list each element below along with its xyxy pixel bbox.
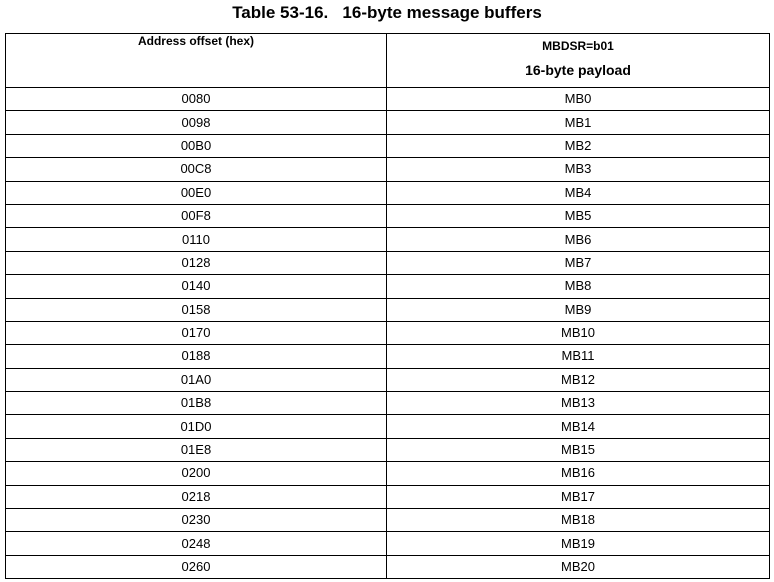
address-offset-cell: 00B0 — [6, 134, 387, 157]
message-buffer-cell: MB1 — [387, 111, 770, 134]
address-offset-cell: 0128 — [6, 251, 387, 274]
message-buffer-cell: MB17 — [387, 485, 770, 508]
table-row — [6, 158, 770, 181]
address-offset-cell: 0098 — [6, 111, 387, 134]
table-row — [6, 392, 770, 415]
table-row — [6, 275, 770, 298]
message-buffer-cell: MB0 — [387, 88, 770, 111]
address-offset-cell: 01E8 — [6, 438, 387, 461]
address-offset-cell: 00E0 — [6, 181, 387, 204]
message-buffer-cell: MB7 — [387, 251, 770, 274]
message-buffer-cell: MB13 — [387, 392, 770, 415]
address-offset-cell: 01B8 — [6, 392, 387, 415]
message-buffer-cell: MB11 — [387, 345, 770, 368]
address-offset-cell: 0140 — [6, 275, 387, 298]
message-buffer-cell: MB14 — [387, 415, 770, 438]
address-offset-cell: 0218 — [6, 485, 387, 508]
message-buffer-cell: MB15 — [387, 438, 770, 461]
message-buffer-cell: MB4 — [387, 181, 770, 204]
address-offset-cell: 0170 — [6, 321, 387, 344]
message-buffer-cell: MB10 — [387, 321, 770, 344]
message-buffer-cell: MB12 — [387, 368, 770, 391]
message-buffer-table — [5, 33, 770, 579]
message-buffer-cell: MB18 — [387, 509, 770, 532]
table-row — [6, 555, 770, 578]
table-row — [6, 181, 770, 204]
address-offset-cell: 0080 — [6, 88, 387, 111]
message-buffer-cell: MB2 — [387, 134, 770, 157]
address-offset-cell: 0188 — [6, 345, 387, 368]
message-buffer-cell: MB16 — [387, 462, 770, 485]
table-row — [6, 321, 770, 344]
table-row — [6, 438, 770, 461]
message-buffer-cell: MB3 — [387, 158, 770, 181]
payload-subheader: 16-byte payload — [525, 62, 631, 78]
address-offset-cell: 01D0 — [6, 415, 387, 438]
address-offset-cell: 0200 — [6, 462, 387, 485]
message-buffer-cell: MB19 — [387, 532, 770, 555]
table-header-row — [6, 34, 770, 88]
table-row — [6, 368, 770, 391]
table-row — [6, 251, 770, 274]
address-offset-cell: 00F8 — [6, 204, 387, 227]
address-offset-cell: 0230 — [6, 509, 387, 532]
table-row — [6, 485, 770, 508]
table-row — [6, 88, 770, 111]
address-offset-cell: 0260 — [6, 555, 387, 578]
table-row — [6, 111, 770, 134]
table-body — [6, 88, 770, 579]
table-row — [6, 345, 770, 368]
address-offset-cell: 0158 — [6, 298, 387, 321]
message-buffer-cell: MB8 — [387, 275, 770, 298]
table-row — [6, 298, 770, 321]
address-offset-header: Address offset (hex) — [6, 34, 387, 88]
table-row — [6, 462, 770, 485]
address-offset-cell: 0248 — [6, 532, 387, 555]
table-row — [6, 134, 770, 157]
message-buffer-cell: MB9 — [387, 298, 770, 321]
message-buffer-cell: MB6 — [387, 228, 770, 251]
table-caption: Table 53-16. 16-byte message buffers — [232, 3, 542, 22]
address-offset-cell: 0110 — [6, 228, 387, 251]
table-row — [6, 532, 770, 555]
message-buffer-cell: MB20 — [387, 555, 770, 578]
table-row — [6, 228, 770, 251]
table-row — [6, 204, 770, 227]
message-buffer-cell: MB5 — [387, 204, 770, 227]
mbdsr-header — [387, 34, 770, 88]
address-offset-cell: 00C8 — [6, 158, 387, 181]
table-row — [6, 415, 770, 438]
mbdsr-header-label: MBDSR=b01 — [542, 39, 614, 53]
address-offset-cell: 01A0 — [6, 368, 387, 391]
table-row — [6, 509, 770, 532]
